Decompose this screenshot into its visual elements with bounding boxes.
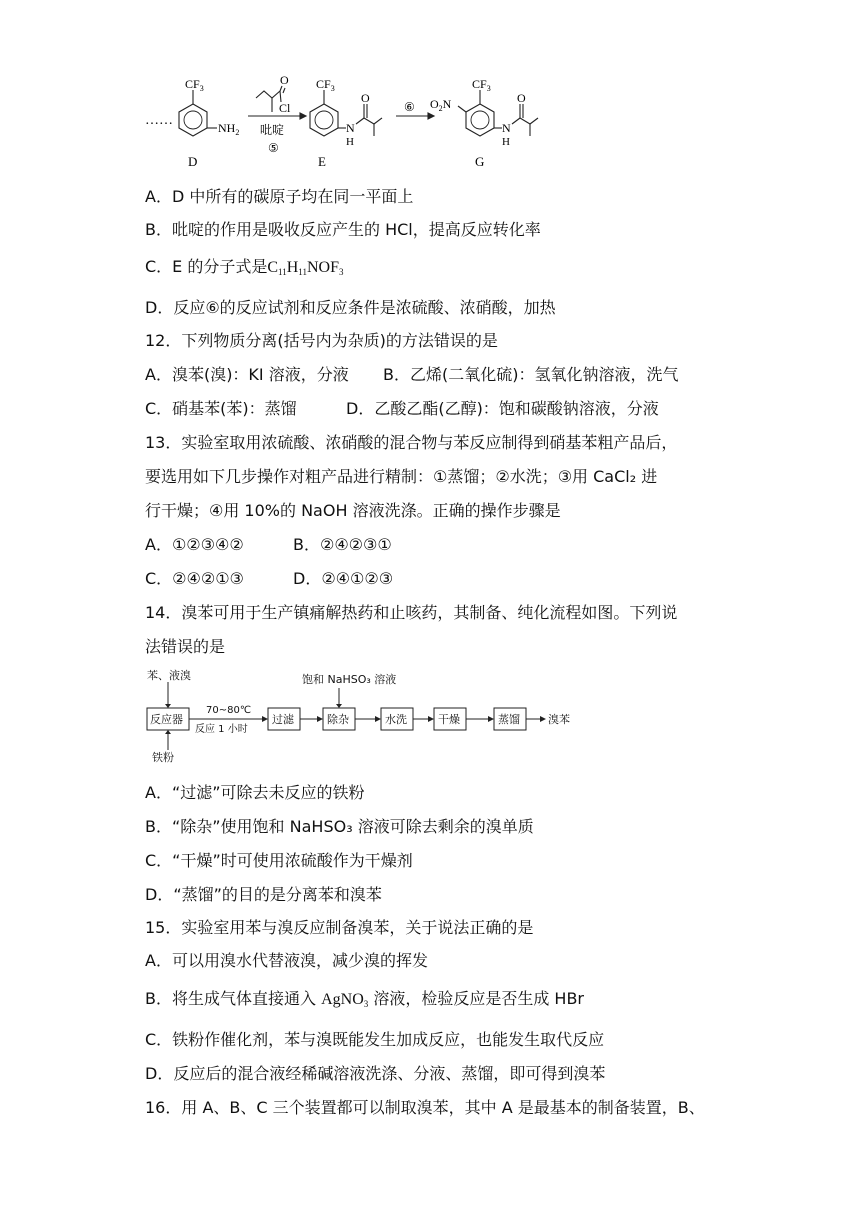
label-d: D [188,154,198,169]
q14-option-b: B．“除杂”使用饱和 NaHSO₃ 溶液可除去剩余的溴单质 [145,817,534,836]
o-label-e: O [361,91,370,105]
q11-option-a: A．D 中所有的碳原子均在同一平面上 [145,187,414,206]
q11-option-c [145,256,343,283]
silver-nitrate-formula: AgNO$_3$ [321,991,369,1009]
cf3-label-d: $CF_3$ [185,77,204,93]
cf3-label-e: $CF_3$ [316,77,335,93]
q14-option-a: A．“过滤”可除去未反应的铁粉 [145,783,365,802]
process-flowchart [0,668,860,768]
h-label-e: H [346,136,354,148]
reagent-o: O [280,73,289,87]
flow-condition-time: 反应 1 小时 [195,724,248,735]
flow-input-bottom: 铁粉 [152,751,174,764]
q12-option-b: B．乙烯(二氧化硫)：氢氧化钠溶液，洗气 [383,365,679,384]
flow-additive: 饱和 NaHSO₃ 溶液 [302,673,397,686]
ring-d [179,104,207,136]
q12-option-a: A．溴苯(溴)：KI 溶液，分液 [145,365,349,384]
molecular-formula: $C_{11}H_{11}NOF_3$ [267,259,344,277]
ring-g [466,104,494,136]
flow-filter-label: 过滤 [272,713,294,726]
step-6: ⑥ [404,100,415,114]
q13-stem-1: 13．实验室取用浓硫酸、浓硝酸的混合物与苯反应制得到硝基苯粗产品后， [145,433,678,452]
ring-e [310,104,338,136]
o-label-g: O [517,91,526,105]
q14-stem-1: 14．溴苯可用于生产镇痛解热药和止咳药，其制备、纯化流程如图。下列说 [145,603,678,622]
q14-stem-2: 法错误的是 [145,637,226,656]
q15-option-b [145,988,584,1015]
q12-stem: 12．下列物质分离(括号内为杂质)的方法错误的是 [145,331,498,350]
n-label-e: N [346,121,355,135]
nh2-label: $NH_2$ [218,121,240,137]
o2n-label: $O_2N$ [430,97,452,113]
flow-input-top: 苯、液溴 [147,669,191,682]
flow-product: 溴苯 [548,713,570,726]
q13-option-d: D．②④①②③ [293,569,394,588]
flow-reactor-label: 反应器 [150,713,183,726]
q12-option-c: C．硝基苯(苯)：蒸馏 [145,399,297,418]
cf3-label-g: $CF_3$ [472,77,491,93]
n-label-g: N [502,121,511,135]
reagent-cl: Cl [279,101,291,115]
q15-option-c: C．铁粉作催化剂，苯与溴既能发生加成反应，也能发生取代反应 [145,1030,605,1049]
h-label-g: H [502,136,510,148]
label-g: G [475,154,485,169]
step-5: ⑤ [268,141,279,155]
q14-option-c: C．“干燥”时可使用浓硫酸作为干燥剂 [145,851,413,870]
q12-option-d: D．乙酸乙酯(乙醇)：饱和碳酸钠溶液，分液 [346,399,659,418]
q13-option-a: A．①②③④② [145,535,244,554]
flow-distill-label: 蒸馏 [498,713,520,726]
q13-stem-2: 要选用如下几步操作对粗产品进行精制：①蒸馏；②水洗；③用 CaCl₂ 进 [145,467,658,486]
q16-stem: 16．用 A、B、C 三个装置都可以制取溴苯，其中 A 是最基本的制备装置，B、 [145,1098,705,1117]
q15-option-a: A．可以用溴水代替液溴，减少溴的挥发 [145,951,428,970]
q15-option-b-prefix: B．将生成气体直接通入 [145,989,322,1008]
q11-option-b: B．吡啶的作用是吸收反应产生的 HCl，提高反应转化率 [145,220,541,239]
flow-wash-label: 水洗 [385,713,407,726]
q15-option-b-suffix: 溶液，检验反应是否生成 HBr [368,989,585,1008]
flow-dry-label: 干燥 [438,713,460,726]
q13-stem-3: 行干燥；④用 10%的 NaOH 溶液洗涤。正确的操作步骤是 [145,501,561,520]
q15-option-d: D．反应后的混合液经稀碱溶液洗涤、分液、蒸馏，即可得到溴苯 [145,1064,606,1083]
q14-option-d: D．“蒸馏”的目的是分离苯和溴苯 [145,885,382,904]
flow-remove-label: 除杂 [327,713,349,726]
q11-option-d: D．反应⑥的反应试剂和反应条件是浓硫酸、浓硝酸，加热 [145,298,556,317]
q15-stem: 15．实验室用苯与溴反应制备溴苯，关于说法正确的是 [145,918,534,937]
q11-option-c-prefix: C．E 的分子式是 [145,257,268,276]
reagent-pyridine: 吡啶 [260,123,285,137]
flow-condition-temp: 70~80℃ [206,705,252,716]
scheme-dots: …… [145,113,173,128]
q13-option-c: C．②④②①③ [145,569,244,588]
q13-option-b: B．②④②③① [293,535,392,554]
label-e: E [318,154,326,169]
acyl-chloride-bonds [256,91,280,98]
reaction-scheme [0,0,860,175]
